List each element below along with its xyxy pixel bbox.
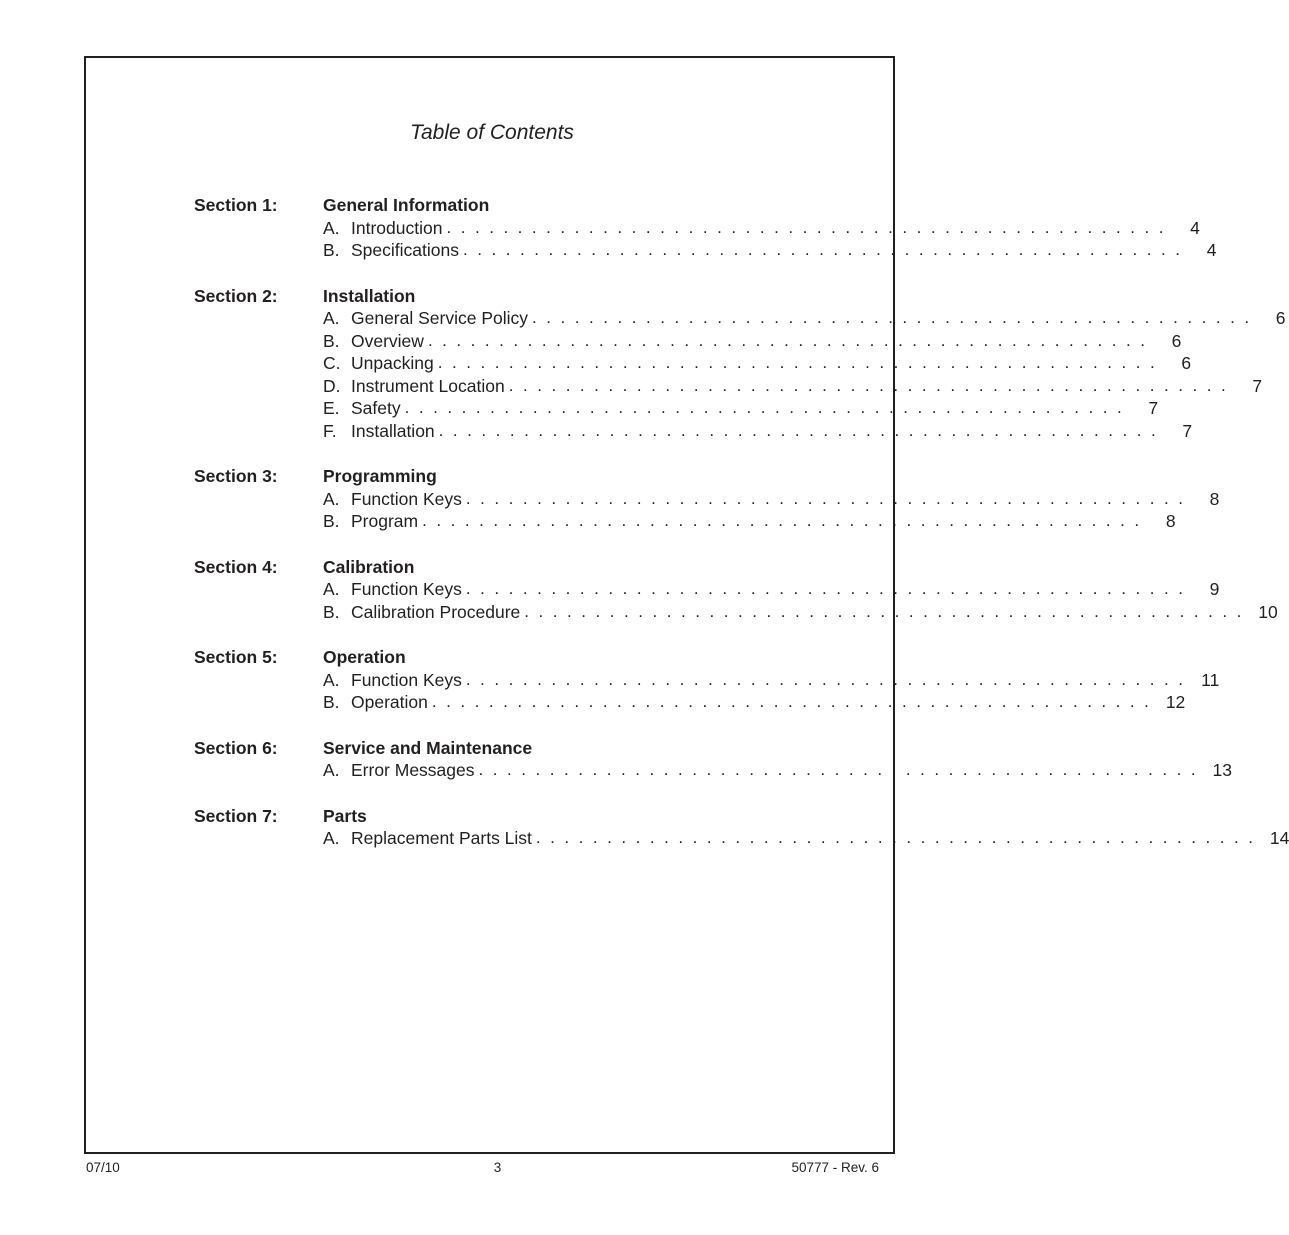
entry-page-number: 9 — [1209, 579, 1220, 599]
entry-page-number: 7 — [1148, 398, 1159, 418]
dot-leader: . . . . . . . . . . . . . . . . . . . . . . . . . . . . . . . . . . . . . . . . . . . . . . . . . . . — [508, 375, 1229, 395]
entry-letter: A. — [323, 760, 340, 780]
entry-page-number: 14 — [1269, 828, 1289, 848]
entry-page-number: 4 — [1206, 240, 1217, 260]
dot-leader: . . . . . . . . . . . . . . . . . . . . . . . . . . . . . . . . . . . . . . . . . . . . . . . . . . . — [431, 692, 1152, 711]
dot-leader: . . . . . . . . . . . . . . . . . . . . . . . . . . . . . . . . . . . . . . . . . . . . . . . . . . . — [437, 353, 1158, 372]
entry-page-number: 4 — [1190, 217, 1200, 238]
toc-entry — [323, 578, 1220, 601]
footer-doc-id: 50777 - Rev. 6 — [791, 1160, 879, 1175]
entry-page-number: 7 — [1182, 420, 1193, 441]
dot-leader: . . . . . . . . . . . . . . . . . . . . . . . . . . . . . . . . . . . . . . . . . . . . . . . . . . . — [462, 240, 1183, 259]
entry-page-number: 6 — [1275, 308, 1286, 328]
entry-letter: B. — [323, 511, 340, 531]
section-label: Section 2: — [194, 285, 278, 306]
entry-title: Error Messages — [351, 760, 475, 780]
section-heading: Service and Maintenance — [323, 737, 533, 758]
dot-leader: . . . . . . . . . . . . . . . . . . . . . . . . . . . . . . . . . . . . . . . . . . . . . . . . . . . — [427, 330, 1148, 350]
entry-letter: B. — [323, 240, 340, 260]
toc-entry — [323, 217, 1200, 240]
entry-title: Unpacking — [351, 353, 434, 373]
section-label: Section 3: — [194, 466, 278, 486]
entry-page-number: 6 — [1171, 330, 1182, 351]
entry-letter: B. — [323, 692, 340, 712]
dot-leader: . . . . . . . . . . . . . . . . . . . . . . . . . . . . . . . . . . . . . . . . . . . . . . . . . . . — [446, 217, 1166, 237]
entry-title: General Service Policy — [351, 308, 529, 328]
entry-letter: E. — [323, 398, 340, 418]
section-label: Section 7: — [194, 805, 278, 826]
section-heading: Installation — [323, 285, 416, 306]
entry-title: Safety — [351, 398, 401, 418]
page-title: Table of Contents — [410, 121, 574, 144]
entry-page-number: 11 — [1201, 669, 1220, 690]
toc-entry — [323, 239, 1217, 262]
entry-title: Instrument Location — [351, 375, 505, 396]
toc-section — [194, 805, 1289, 850]
entry-letter: A. — [323, 669, 340, 690]
dot-leader: . . . . . . . . . . . . . . . . . . . . . . . . . . . . . . . . . . . . . . . . . . . . . . . . . . . — [465, 488, 1186, 508]
entry-letter: A. — [323, 217, 340, 238]
section-label: Section 4: — [194, 556, 278, 577]
dot-leader: . . . . . . . . . . . . . . . . . . . . . . . . . . . . . . . . . . . . . . . . . . . . . . . . . . . — [438, 420, 1159, 440]
entry-title: Function Keys — [351, 579, 462, 599]
dot-leader: . . . . . . . . . . . . . . . . . . . . . . . . . . . . . . . . . . . . . . . . . . . . . . . . . . . — [465, 579, 1186, 598]
entry-page-number: 13 — [1212, 760, 1232, 780]
entry-page-number: 7 — [1252, 375, 1263, 396]
entry-letter: A. — [323, 488, 340, 509]
section-heading: Parts — [323, 805, 367, 826]
toc-section — [194, 646, 1220, 714]
toc-entry — [323, 488, 1220, 511]
section-heading: General Information — [323, 195, 490, 215]
entry-title: Program — [351, 511, 419, 531]
entry-letter: A. — [323, 579, 340, 599]
entry-title: Function Keys — [351, 669, 462, 690]
toc-section — [194, 737, 1232, 782]
toc-section — [194, 285, 1286, 443]
entry-letter: B. — [323, 601, 340, 622]
dot-leader: . . . . . . . . . . . . . . . . . . . . . . . . . . . . . . . . . . . . . . . . . . . . . . . . . . . — [422, 511, 1142, 530]
entry-page-number: 10 — [1258, 601, 1278, 622]
entry-title: Function Keys — [351, 488, 462, 509]
section-heading: Operation — [323, 647, 406, 667]
dot-leader: . . . . . . . . . . . . . . . . . . . . . . . . . . . . . . . . . . . . . . . . . . . . . . . . . . . — [478, 760, 1198, 779]
entry-letter: A. — [323, 828, 340, 848]
entry-letter: C. — [323, 353, 341, 373]
toc-entry — [323, 397, 1159, 420]
dot-leader: . . . . . . . . . . . . . . . . . . . . . . . . . . . . . . . . . . . . . . . . . . . . . . . . . . . — [524, 601, 1244, 621]
entry-title: Operation — [351, 692, 428, 712]
entry-title: Overview — [351, 330, 424, 351]
entry-letter: D. — [323, 375, 341, 396]
entry-page-number: 6 — [1181, 353, 1192, 373]
entry-page-number: 12 — [1165, 692, 1186, 712]
section-heading: Programming — [323, 466, 437, 486]
toc-entry — [323, 669, 1220, 692]
toc-entry — [323, 420, 1193, 443]
section-label: Section 5: — [194, 647, 278, 667]
entry-title: Replacement Parts List — [351, 828, 532, 848]
toc-entry — [323, 307, 1286, 330]
toc-entry — [323, 827, 1289, 850]
dot-leader: . . . . . . . . . . . . . . . . . . . . . . . . . . . . . . . . . . . . . . . . . . . . . . . . . . . — [465, 669, 1186, 689]
entry-page-number: 8 — [1209, 488, 1220, 509]
toc-entry — [323, 601, 1278, 624]
section-body — [323, 285, 1286, 443]
toc-entry — [323, 330, 1182, 353]
section-body — [323, 556, 1278, 624]
section-body — [323, 194, 1217, 262]
section-body — [323, 737, 1232, 782]
dot-leader: . . . . . . . . . . . . . . . . . . . . . . . . . . . . . . . . . . . . . . . . . . . . . . . . . . . — [404, 398, 1125, 417]
entry-page-number: 8 — [1165, 511, 1176, 531]
dot-leader: . . . . . . . . . . . . . . . . . . . . . . . . . . . . . . . . . . . . . . . . . . . . . . . . . . . — [532, 308, 1252, 327]
footer-date: 07/10 — [86, 1160, 120, 1175]
footer-page-number: 3 — [493, 1160, 502, 1175]
section-body — [323, 646, 1220, 714]
entry-title: Calibration Procedure — [351, 601, 521, 622]
toc-entry — [323, 691, 1186, 714]
toc-entry — [323, 510, 1176, 533]
dot-leader: . . . . . . . . . . . . . . . . . . . . . . . . . . . . . . . . . . . . . . . . . . . . . . . . . . . — [535, 828, 1256, 847]
toc-section — [194, 556, 1278, 624]
entry-letter: A. — [323, 308, 340, 328]
toc-entry — [323, 759, 1232, 782]
toc-section — [194, 465, 1220, 533]
section-heading: Calibration — [323, 556, 415, 577]
section-label: Section 1: — [194, 195, 278, 215]
toc-entry — [323, 375, 1263, 398]
entry-title: Specifications — [351, 240, 459, 260]
entry-letter: F. — [323, 420, 337, 441]
entry-title: Introduction — [351, 217, 443, 238]
section-body — [323, 465, 1220, 533]
entry-letter: B. — [323, 330, 340, 351]
toc-entry — [323, 352, 1192, 375]
section-label: Section 6: — [194, 737, 278, 758]
entry-title: Installation — [351, 420, 435, 441]
section-body — [323, 805, 1289, 850]
toc-section — [194, 194, 1217, 262]
table-of-contents — [194, 194, 1289, 873]
